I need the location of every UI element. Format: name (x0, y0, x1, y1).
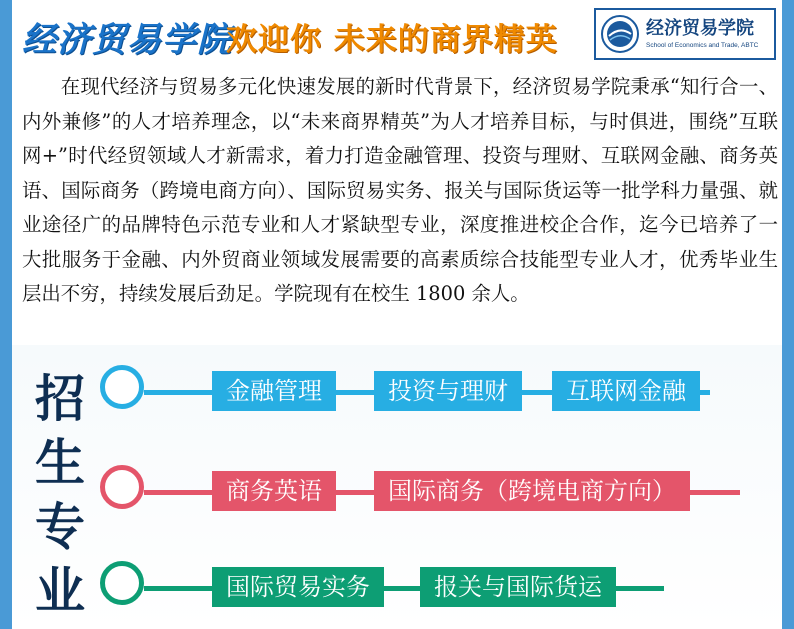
majors-title-char: 专 (35, 498, 85, 556)
major-tag: 投资与理财 (374, 371, 522, 411)
major-tag: 金融管理 (212, 371, 336, 411)
intro-paragraph: 在现代经济与贸易多元化快速发展的新时代背景下，经济贸易学院秉承“知行合一、内外兼修”的人才培养理念，以“未来商界精英”为人才培养目标，与时俱进，围绕”互联网+”时代经贸领域人才新需求，着力打造金融管理、投资与理财、互联网金融、商务英语、国际商务（跨境电商方向）、国际贸易实务、报关与国际货运等一批学科力量强、就业途径广的品牌特色示范专业和人才紧缺型专业，深度推进校企合作，迄今已培养了一大批服务于金融、内外贸商业领域发展需要的高素质综合技能型专业人才，优秀毕业生层出不穷，持续发展后劲足。学院现有在校生 1800 余人。 (22, 75, 778, 305)
major-tag: 国际商务（跨境电商方向） (374, 471, 690, 511)
school-logo (594, 8, 776, 60)
major-tag: 报关与国际货运 (420, 567, 616, 607)
major-tag: 国际贸易实务 (212, 567, 384, 607)
school-emblem-icon (600, 14, 640, 54)
major-tag: 互联网金融 (552, 371, 700, 411)
majors-title (30, 367, 90, 623)
welcome-slogan: 欢迎你 未来的商界精英 (226, 22, 558, 58)
row1-ring-icon (100, 365, 144, 409)
logo-chinese-name: 经济贸易学院 (646, 18, 754, 39)
header-banner (12, 6, 590, 64)
school-name-calligraphy: 经济贸易学院 (22, 20, 232, 60)
majors-title-char: 招 (35, 370, 85, 428)
row3-ring-icon (100, 561, 144, 605)
majors-section (12, 345, 782, 629)
row2-ring-icon (100, 465, 144, 509)
majors-title-char: 生 (35, 434, 85, 492)
logo-english-name: School of Economics and Trade, ABTC (646, 42, 759, 49)
majors-title-char: 业 (35, 562, 85, 620)
major-tag: 商务英语 (212, 471, 336, 511)
